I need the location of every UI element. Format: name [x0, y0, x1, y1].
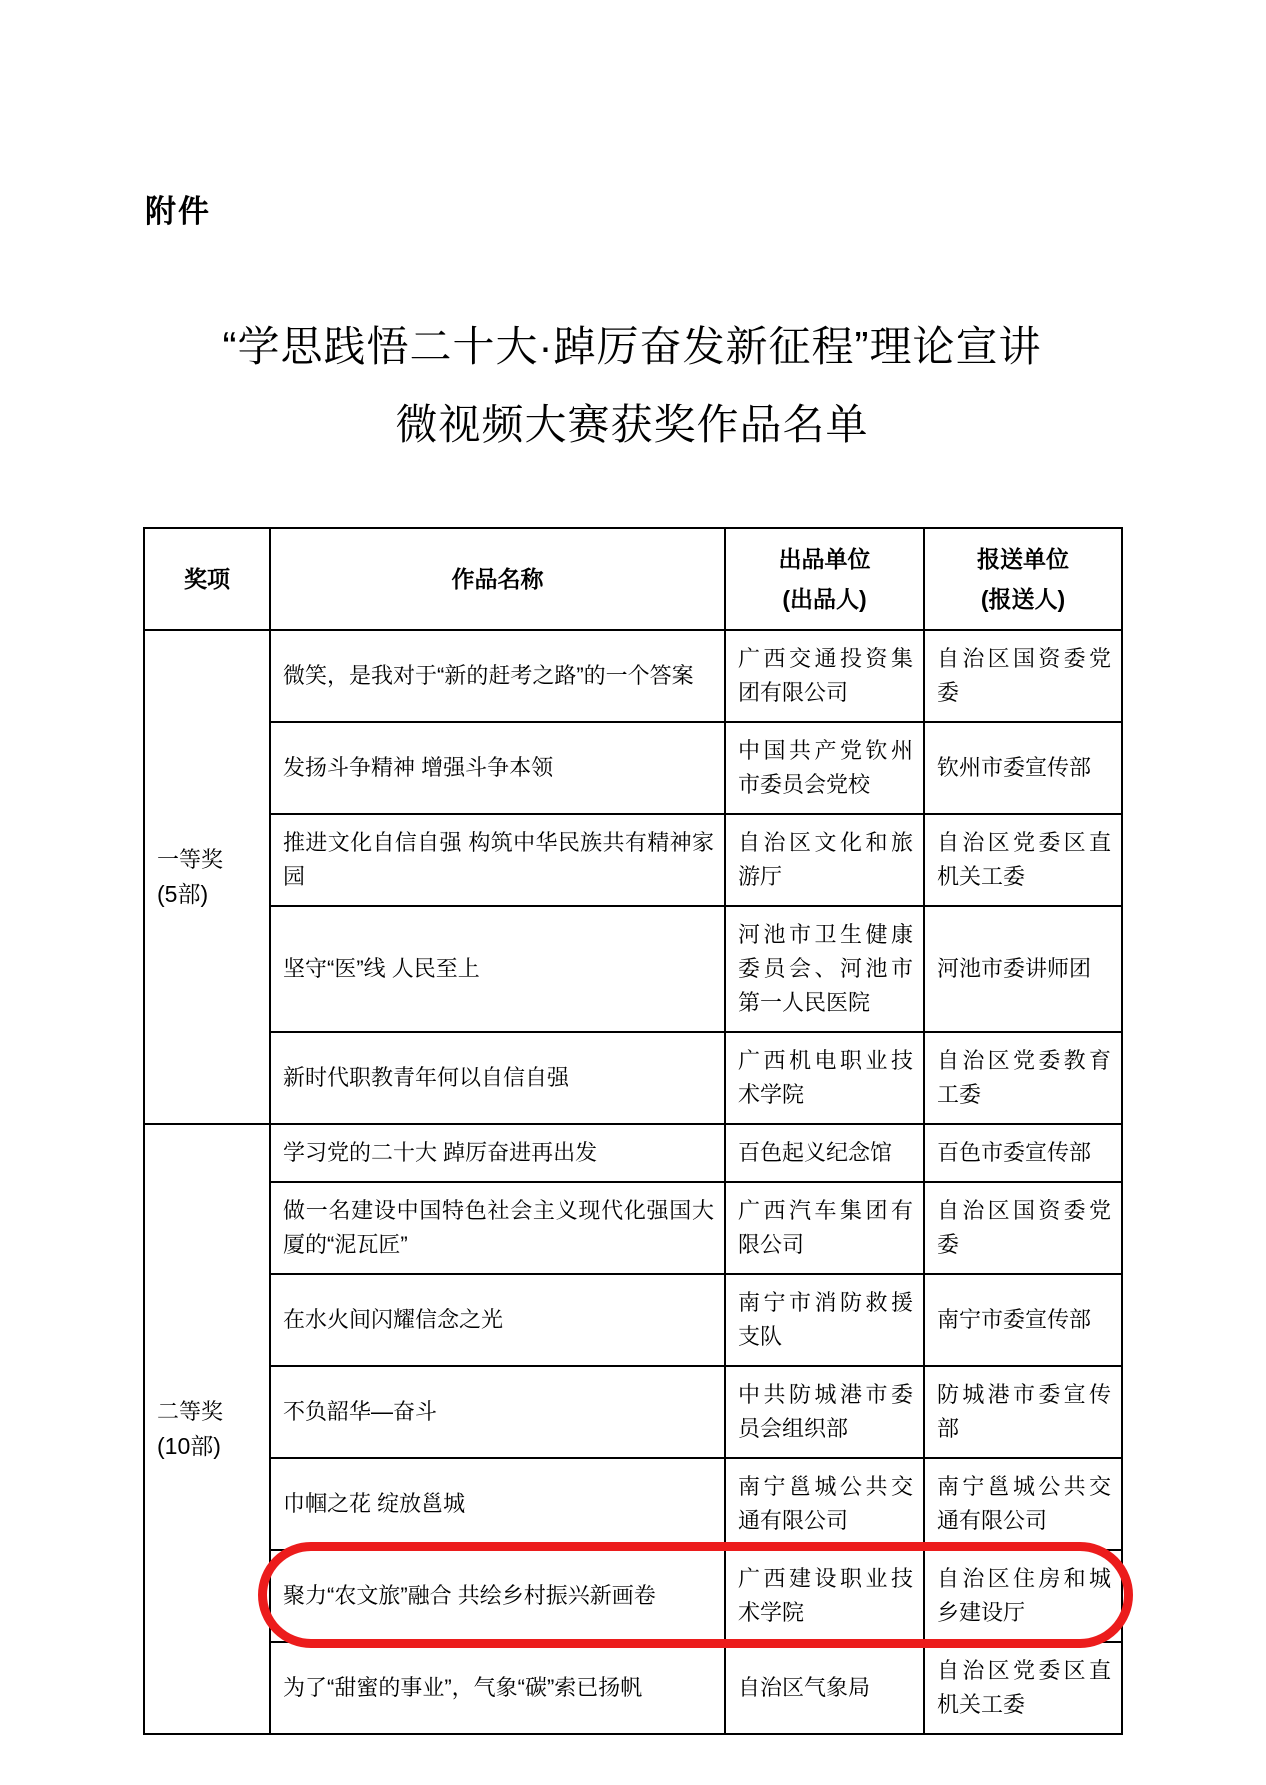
submitter-cell: 百色市委宣传部 — [924, 1124, 1122, 1182]
work-title-cell: 聚力“农文旅”融合 共绘乡村振兴新画卷 — [270, 1550, 725, 1642]
producer-cell: 百色起义纪念馆 — [725, 1124, 924, 1182]
submitter-cell: 钦州市委宣传部 — [924, 722, 1122, 814]
submitter-cell: 防城港市委宣传部 — [924, 1366, 1122, 1458]
table-row — [144, 1366, 1122, 1458]
producer-cell: 南宁邕城公共交通有限公司 — [725, 1458, 924, 1550]
work-title-cell: 在水火间闪耀信念之光 — [270, 1274, 725, 1366]
submitter-cell: 自治区党委区直机关工委 — [924, 1642, 1122, 1734]
award-cell — [144, 1124, 270, 1734]
awards-table — [143, 527, 1123, 1735]
col-header-submitter-label: 报送单位 — [977, 546, 1069, 572]
work-title-cell: 巾帼之花 绽放邕城 — [270, 1458, 725, 1550]
submitter-cell: 南宁邕城公共交通有限公司 — [924, 1458, 1122, 1550]
title-line-2: 微视频大赛获奖作品名单 — [395, 401, 869, 448]
submitter-cell: 河池市委讲师团 — [924, 906, 1122, 1032]
award-count: (10部) — [157, 1433, 221, 1459]
work-title-cell: 不负韶华—奋斗 — [270, 1366, 725, 1458]
work-title-cell: 推进文化自信自强 构筑中华民族共有精神家园 — [270, 814, 725, 906]
table-row — [144, 722, 1122, 814]
work-title-cell: 为了“甜蜜的事业”，气象“碳”索已扬帆 — [270, 1642, 725, 1734]
producer-cell: 广西汽车集团有限公司 — [725, 1182, 924, 1274]
table-row — [144, 1642, 1122, 1734]
producer-cell: 广西建设职业技术学院 — [725, 1550, 924, 1642]
table-row — [144, 630, 1122, 722]
producer-cell: 河池市卫生健康委员会、河池市第一人民医院 — [725, 906, 924, 1032]
document-title — [143, 308, 1121, 464]
producer-cell: 广西交通投资集团有限公司 — [725, 630, 924, 722]
submitter-cell: 自治区住房和城乡建设厅 — [924, 1550, 1122, 1642]
col-header-award — [144, 528, 270, 630]
table-row — [144, 1274, 1122, 1366]
table-row — [144, 814, 1122, 906]
work-title-cell: 坚守“医”线 人民至上 — [270, 906, 725, 1032]
col-header-work — [270, 528, 725, 630]
submitter-cell: 南宁市委宣传部 — [924, 1274, 1122, 1366]
col-header-work-label: 作品名称 — [451, 566, 544, 592]
work-title-cell: 新时代职教青年何以自信自强 — [270, 1032, 725, 1124]
table-row — [144, 1032, 1122, 1124]
table-row — [144, 1550, 1122, 1642]
col-header-producer — [725, 528, 924, 630]
col-header-producer-sublabel: (出品人) — [782, 586, 867, 612]
header-row — [144, 528, 1122, 630]
producer-cell: 中国共产党钦州市委员会党校 — [725, 722, 924, 814]
producer-cell: 广西机电职业技术学院 — [725, 1032, 924, 1124]
table-row — [144, 1458, 1122, 1550]
award-count: (5部) — [157, 881, 209, 907]
submitter-cell: 自治区国资委党委 — [924, 630, 1122, 722]
work-title-cell: 学习党的二十大 踔厉奋进再出发 — [270, 1124, 725, 1182]
col-header-producer-label: 出品单位 — [778, 546, 871, 572]
award-name: 二等奖 — [157, 1399, 224, 1424]
submitter-cell: 自治区国资委党委 — [924, 1182, 1122, 1274]
col-header-submitter-sublabel: (报送人) — [980, 586, 1066, 612]
work-title-cell: 做一名建设中国特色社会主义现代化强国大厦的“泥瓦匠” — [270, 1182, 725, 1274]
producer-cell: 自治区气象局 — [725, 1642, 924, 1734]
table-row — [144, 1124, 1122, 1182]
submitter-cell: 自治区党委教育工委 — [924, 1032, 1122, 1124]
award-cell — [144, 630, 270, 1124]
title-line-1: “学思践悟二十大·踔厉奋发新征程”理论宣讲 — [222, 323, 1042, 370]
col-header-award-label: 奖项 — [184, 566, 230, 592]
submitter-cell: 自治区党委区直机关工委 — [924, 814, 1122, 906]
table-row — [144, 1182, 1122, 1274]
producer-cell: 南宁市消防救援支队 — [725, 1274, 924, 1366]
work-title-cell: 微笑，是我对于“新的赶考之路”的一个答案 — [270, 630, 725, 722]
producer-cell: 自治区文化和旅游厅 — [725, 814, 924, 906]
col-header-submitter — [924, 528, 1122, 630]
attachment-label: 附件 — [145, 194, 211, 229]
producer-cell: 中共防城港市委员会组织部 — [725, 1366, 924, 1458]
table-row — [144, 906, 1122, 1032]
work-title-cell: 发扬斗争精神 增强斗争本领 — [270, 722, 725, 814]
award-name: 一等奖 — [157, 847, 224, 872]
